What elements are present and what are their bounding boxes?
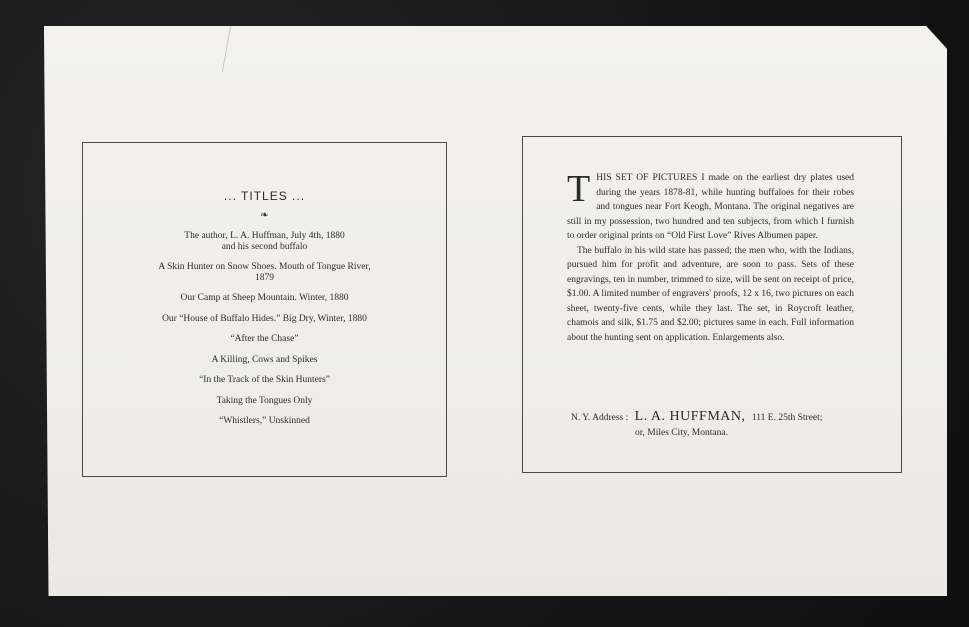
title-item: A Skin Hunter on Snow Shoes. Mouth of Tongue River, 1879 <box>158 262 371 283</box>
description-paragraph-1: HIS SET OF PICTURES I made on the earliest dry plates used during the years 1878-81, while hunting buffaloes for their robes and tongues near Fort Keogh, Montana. The original negatives are still in my possession, two hundred and ten subjects, from which I furnish to order original prints on “Old First Love” Rives Albumen paper. <box>567 173 854 241</box>
description-text <box>567 168 854 345</box>
title-item: “Whistlers,” Unskinned <box>219 416 310 426</box>
ornament-icon: ❧ <box>260 210 269 221</box>
description-panel <box>522 136 902 473</box>
titles-list <box>83 231 446 437</box>
title-item: The author, L. A. Huffman, July 4th, 1880 and his second buffalo <box>184 231 345 252</box>
title-item: Taking the Tongues Only <box>216 395 313 406</box>
title-item: “In the Track of the Skin Hunters” <box>199 375 330 385</box>
title-item: A Killing, Cows and Spikes <box>211 354 318 365</box>
title-item: “After the Chase” <box>230 334 299 344</box>
address-name: L. A. HUFFMAN, <box>634 409 746 424</box>
title-item: Our “House of Buffalo Hides.” Big Dry, Winter, 1880 <box>162 313 367 324</box>
description-paragraph-2: The buffalo in his wild state has passed; the men who, with the Indians, pursued him for profit and adventure, are soon to pass. Sets of these engravings, ten in number, trimmed to size, will be sent on receipt of price, $1.00. A limited number of engravers' proofs, 12 x 16, two pictures on each sheet, twenty-five cents, while they last. The set, in Roycroft leather, chamois and silk, $1.75 and $2.00; pictures same in each. Full information about the hunting sent on application. Enlargements also. <box>567 245 854 343</box>
address-block <box>571 409 861 441</box>
titles-panel <box>82 142 447 477</box>
address-label: N. Y. Address : <box>571 413 629 423</box>
address-street: 111 E. 25th Street; <box>751 413 823 423</box>
address-city: or, Miles City, Montana. <box>635 428 728 438</box>
drop-cap: T <box>567 168 591 210</box>
title-item: Our Camp at Sheep Mountain. Winter, 1880 <box>180 293 349 303</box>
titles-heading: ... TITLES ... <box>223 189 306 203</box>
